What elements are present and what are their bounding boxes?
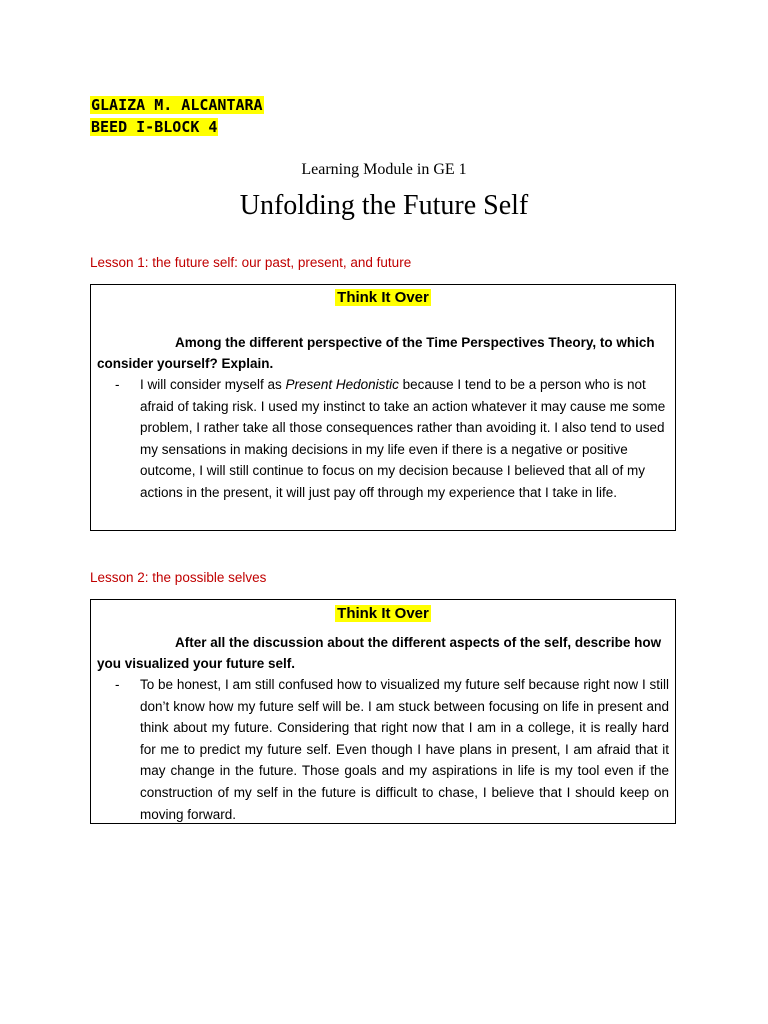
answer-item	[91, 374, 675, 504]
answer-emphasis: Present Hedonistic	[285, 377, 399, 392]
bullet-dash: -	[115, 377, 120, 392]
answer-text: To be honest, I am still confused how to visualized my future self because right now I still don’t know how my future self will be. I am stuck between focusing on life in present and think about my future. Considering that right now that I am in a college, it is really hard for me to predict my future self. Even though I have plans in present, I am afraid that it may change in the future. Those goals and my aspirations in life is my tool even if the construction of my self in the future is difficult to chase, I believe that I should keep on moving forward.	[140, 677, 669, 822]
question-text: After all the discussion about the different aspects of the self, describe how you visualized your future self.	[97, 635, 662, 671]
student-name: GLAIZA M. ALCANTARA	[91, 96, 263, 114]
lesson-2-heading: Lesson 2: the possible selves	[90, 570, 267, 585]
box-title: Think It Over	[337, 289, 429, 306]
module-line: Learning Module in GE 1	[301, 161, 467, 178]
bullet-dash: -	[115, 677, 120, 692]
think-it-over-box-2	[90, 599, 676, 824]
question-text: Among the different perspective of the Time Perspectives Theory, to which consider yourself? Explain.	[97, 335, 655, 371]
student-section: BEED I-BLOCK 4	[91, 118, 218, 136]
think-it-over-box-1	[90, 284, 676, 531]
box-title: Think It Over	[337, 605, 429, 622]
answer-text: I will consider myself as Present Hedonistic because I tend to be a person who is not afraid of taking risk. I used my instinct to take an action whatever it may cause me some problem, I rather take all those consequences rather than avoiding it. I also tend to used my sensations in making decisions in my life even if there is a negative or positive outcome, I will still continue to focus on my decision because I believed that all of my actions in the present, it will just pay off through my experience that I take in life.	[140, 377, 666, 500]
lesson-1-heading: Lesson 1: the future self: our past, present, and future	[90, 255, 412, 270]
module-title: Unfolding the Future Self	[239, 190, 529, 221]
answer-item	[91, 674, 675, 825]
